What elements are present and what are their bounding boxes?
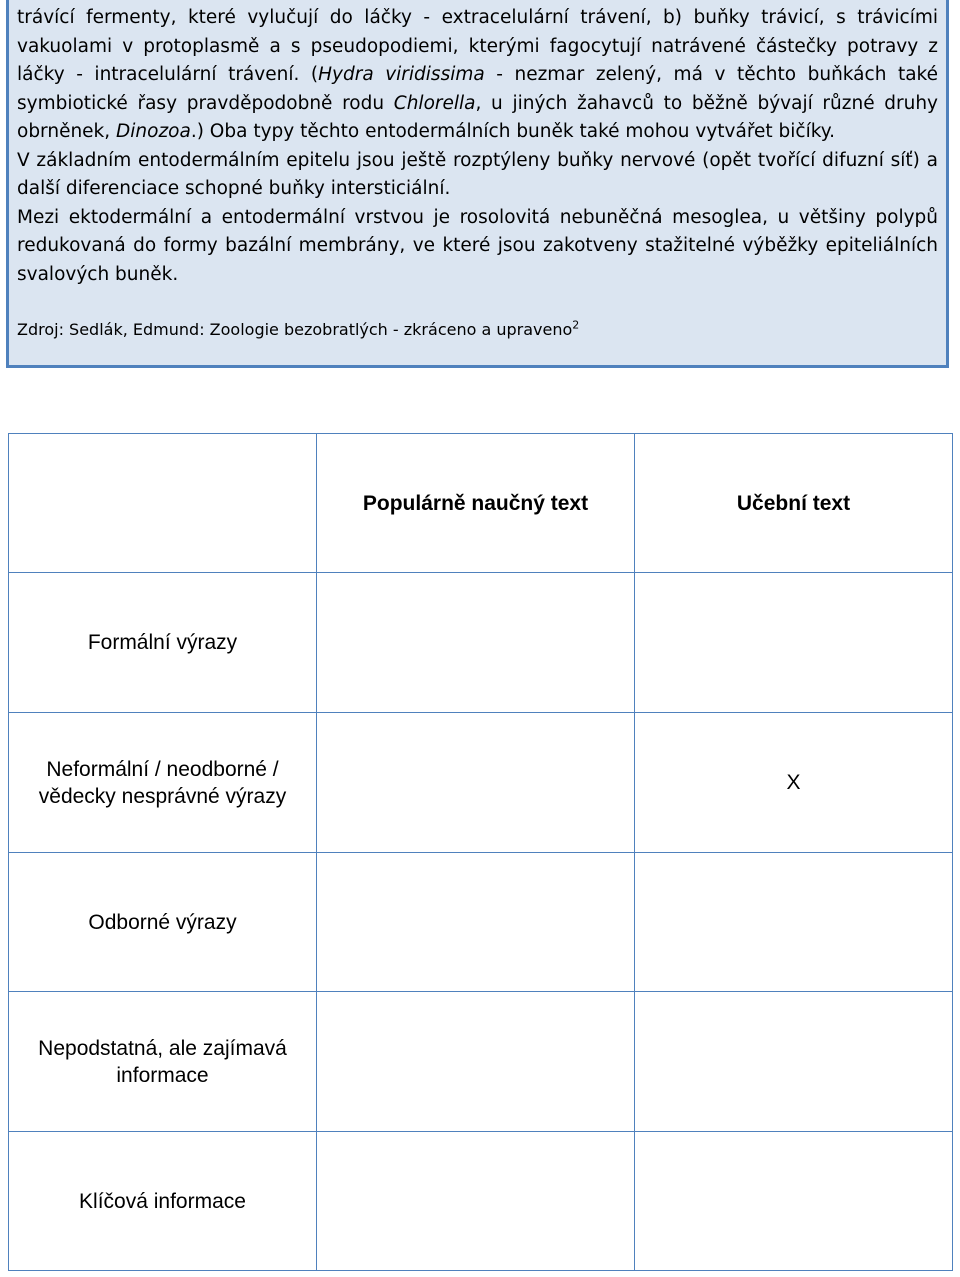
source-citation [17, 316, 938, 345]
answer-cell[interactable] [635, 1132, 953, 1271]
passage-paragraph-3: Mezi ektodermální a entodermální vrstvou je rosolovitá nebuněčná mesoglea, u většiny polypů redukovaná do formy bazální membrány, ve které jsou zakotveny stažitelné výběžky epiteliálních svalových buněk. [17, 206, 938, 285]
table-row [9, 1132, 953, 1271]
answer-cell[interactable] [317, 573, 635, 713]
table-row [9, 992, 953, 1132]
answer-cell[interactable] [317, 1132, 635, 1271]
passage-paragraph-2: V základním entodermálním epitelu jsou ještě rozptýleny buňky nervové (opět tvořící difuzní síť) a další diferenciace schopné buňky intersticiální. [17, 149, 938, 199]
passage-text: - nezmar zelený, má v těchto buňkách také symbiotické řasy pravděpodobně rodu [17, 64, 938, 114]
table-row [9, 573, 953, 713]
row-label: Nepodstatná, ale zajímavá informace [9, 992, 317, 1132]
row-label: Formální výrazy [9, 573, 317, 713]
species-name: Hydra viridissima [318, 64, 485, 85]
row-label: Odborné výrazy [9, 853, 317, 992]
passage-text: trávící fermenty, které vylučují do láčky - extracelulární trávení, b) buňky trávicí, s trávicími vakuolami v protoplasmě a s pseudopodiemi, kterými fagocytují natrávené částečky potravy z láčky - intracelulární trávení. ( [17, 7, 938, 85]
comparison-table [8, 433, 953, 1271]
genus-name: Chlorella [393, 92, 476, 114]
answer-cell[interactable] [635, 992, 953, 1132]
answer-cell[interactable] [635, 573, 953, 713]
passage-paragraph-1 [17, 4, 938, 147]
passage-text: , u jiných žahavců to běžně bývají různé druhy obrněnek, [17, 92, 938, 142]
row-label: Neformální / neodborné / vědecky nesprávné výrazy [9, 713, 317, 853]
table-header-row [9, 434, 953, 573]
table-row [9, 853, 953, 992]
header-cell-popular-science: Populárně naučný text [317, 434, 635, 573]
answer-cell[interactable]: X [635, 713, 953, 853]
answer-cell[interactable] [317, 992, 635, 1132]
source-text-box [6, 0, 949, 368]
passage-text: .) Oba typy těchto entodermálních buněk také mohou vytvářet bičíky. [190, 121, 835, 142]
source-text: Zdroj: Sedlák, Edmund: Zoologie bezobratlých - zkráceno a upraveno [17, 320, 573, 339]
footnote-marker: 2 [572, 318, 580, 332]
answer-cell[interactable] [317, 853, 635, 992]
answer-cell[interactable] [635, 853, 953, 992]
taxon-name: Dinozoa [116, 121, 191, 142]
header-cell-empty[interactable] [9, 434, 317, 573]
table-row [9, 713, 953, 853]
row-label: Klíčová informace [9, 1132, 317, 1271]
header-cell-textbook: Učební text [635, 434, 953, 573]
answer-cell[interactable] [317, 713, 635, 853]
